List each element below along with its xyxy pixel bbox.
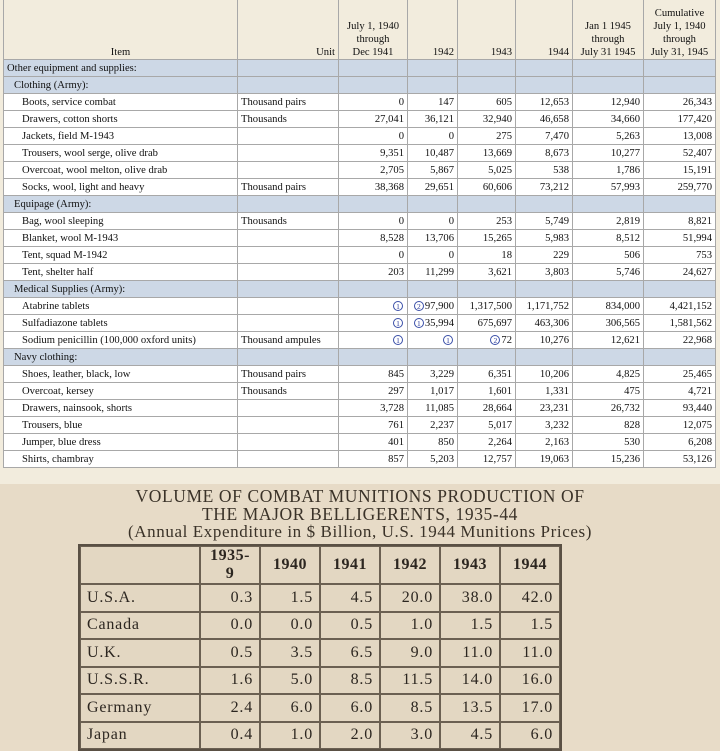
value-cell: 11,299 — [408, 264, 458, 281]
value-cell: 8,673 — [516, 145, 573, 162]
section-empty-cell — [644, 281, 716, 298]
header-c1: July 1, 1940 through Dec 1941 — [339, 0, 408, 60]
value-cell: 530 — [573, 434, 644, 451]
corner-cell — [80, 546, 200, 584]
value-cell: 147 — [408, 94, 458, 111]
section-row — [4, 77, 716, 94]
value-cell: 4,825 — [573, 366, 644, 383]
section-empty-cell — [238, 196, 339, 213]
header-item: Item — [4, 0, 238, 60]
section-empty-cell — [339, 281, 408, 298]
munitions-value: 2.0 — [320, 722, 380, 750]
value-cell: 3,728 — [339, 400, 408, 417]
value-cell: 1,017 — [408, 383, 458, 400]
footnote-link[interactable]: 1 — [414, 318, 424, 328]
footnote-link[interactable]: 1 — [393, 335, 403, 345]
unit-cell — [238, 400, 339, 417]
value-cell: 36,121 — [408, 111, 458, 128]
value-cell: 52,407 — [644, 145, 716, 162]
munitions-value: 2.4 — [200, 694, 260, 722]
munitions-value: 0.0 — [200, 612, 260, 640]
unit-cell — [238, 298, 339, 315]
value-cell: 26,732 — [573, 400, 644, 417]
munitions-value: 1.0 — [380, 612, 440, 640]
section-empty-cell — [238, 281, 339, 298]
unit-cell — [238, 451, 339, 468]
value-cell — [408, 298, 458, 315]
item-cell: Sodium penicillin (100,000 oxford units) — [4, 332, 238, 349]
table-row — [4, 332, 716, 349]
value-cell: 463,306 — [516, 315, 573, 332]
value-text: 97,900 — [424, 300, 454, 312]
value-cell: 0 — [339, 213, 408, 230]
item-cell: Boots, service combat — [4, 94, 238, 111]
value-cell: 11,085 — [408, 400, 458, 417]
footnote-link[interactable]: 1 — [443, 335, 453, 345]
country-cell: Germany — [80, 694, 200, 722]
year-header: 1943 — [440, 546, 500, 584]
value-text: 35,994 — [424, 317, 454, 329]
header-unit: Unit — [238, 0, 339, 60]
value-cell: 3,803 — [516, 264, 573, 281]
footnote-link[interactable]: 1 — [393, 318, 403, 328]
item-cell: Shoes, leather, black, low — [4, 366, 238, 383]
section-empty-cell — [339, 196, 408, 213]
table-row — [4, 145, 716, 162]
munitions-value: 3.0 — [380, 722, 440, 750]
munitions-value: 1.5 — [260, 584, 320, 612]
group-empty-cell — [408, 60, 458, 77]
munitions-value: 0.3 — [200, 584, 260, 612]
unit-cell: Thousand ampules — [238, 332, 339, 349]
value-cell: 5,867 — [408, 162, 458, 179]
value-cell: 5,749 — [516, 213, 573, 230]
value-cell: 5,263 — [573, 128, 644, 145]
group-title: Other equipment and supplies: — [4, 60, 238, 77]
munitions-value: 20.0 — [380, 584, 440, 612]
group-empty-cell — [238, 60, 339, 77]
item-cell: Blanket, wool M-1943 — [4, 230, 238, 247]
value-cell — [458, 332, 516, 349]
value-cell: 5,025 — [458, 162, 516, 179]
munitions-section — [0, 484, 720, 744]
munitions-row — [80, 667, 560, 695]
header-c2: 1942 — [408, 0, 458, 60]
section-empty-cell — [408, 281, 458, 298]
munitions-value: 1.5 — [440, 612, 500, 640]
value-cell: 857 — [339, 451, 408, 468]
munitions-value: 0.0 — [260, 612, 320, 640]
unit-cell — [238, 315, 339, 332]
value-cell: 675,697 — [458, 315, 516, 332]
value-cell: 38,368 — [339, 179, 408, 196]
table-row — [4, 383, 716, 400]
item-cell: Atabrine tablets — [4, 298, 238, 315]
munitions-title-line3: (Annual Expenditure in $ Billion, U.S. 1944 Munitions Prices) — [128, 522, 592, 541]
value-cell: 53,126 — [644, 451, 716, 468]
value-cell: 13,669 — [458, 145, 516, 162]
value-cell: 845 — [339, 366, 408, 383]
value-cell: 2,264 — [458, 434, 516, 451]
value-cell: 10,276 — [516, 332, 573, 349]
section-empty-cell — [644, 77, 716, 94]
value-cell: 2,237 — [408, 417, 458, 434]
value-cell: 6,208 — [644, 434, 716, 451]
value-cell: 1,317,500 — [458, 298, 516, 315]
value-cell: 8,528 — [339, 230, 408, 247]
section-empty-cell — [408, 196, 458, 213]
item-cell: Overcoat, wool melton, olive drab — [4, 162, 238, 179]
value-cell: 2,705 — [339, 162, 408, 179]
header-c6: Cumulative July 1, 1940 through July 31, 1945 — [644, 0, 716, 60]
section-title: Clothing (Army): — [4, 77, 238, 94]
value-cell: 3,232 — [516, 417, 573, 434]
item-cell: Drawers, nainsook, shorts — [4, 400, 238, 417]
munitions-value: 3.5 — [260, 639, 320, 667]
value-cell: 5,983 — [516, 230, 573, 247]
year-header: 1944 — [500, 546, 560, 584]
value-cell: 0 — [408, 128, 458, 145]
value-cell: 1,581,562 — [644, 315, 716, 332]
munitions-value: 8.5 — [380, 694, 440, 722]
munitions-value: 4.5 — [440, 722, 500, 750]
value-cell: 27,041 — [339, 111, 408, 128]
section-empty-cell — [408, 349, 458, 366]
value-cell: 1,171,752 — [516, 298, 573, 315]
munitions-value: 14.0 — [440, 667, 500, 695]
year-header: 1941 — [320, 546, 380, 584]
section-empty-cell — [458, 281, 516, 298]
value-cell: 12,621 — [573, 332, 644, 349]
value-cell: 46,658 — [516, 111, 573, 128]
value-cell: 29,651 — [408, 179, 458, 196]
value-cell: 203 — [339, 264, 408, 281]
table-row — [4, 315, 716, 332]
unit-cell — [238, 145, 339, 162]
table-row — [4, 434, 716, 451]
table-row — [4, 128, 716, 145]
value-cell: 229 — [516, 247, 573, 264]
section-empty-cell — [238, 349, 339, 366]
value-cell: 34,660 — [573, 111, 644, 128]
value-cell: 22,968 — [644, 332, 716, 349]
value-cell: 9,351 — [339, 145, 408, 162]
header-row — [4, 0, 716, 60]
item-cell: Bag, wool sleeping — [4, 213, 238, 230]
unit-cell: Thousand pairs — [238, 94, 339, 111]
section-empty-cell — [339, 349, 408, 366]
munitions-value: 4.5 — [320, 584, 380, 612]
munitions-value: 0.4 — [200, 722, 260, 750]
value-cell: 297 — [339, 383, 408, 400]
item-cell: Jackets, field M-1943 — [4, 128, 238, 145]
value-cell: 0 — [339, 247, 408, 264]
section-empty-cell — [516, 281, 573, 298]
unit-cell — [238, 162, 339, 179]
section-empty-cell — [573, 349, 644, 366]
value-cell: 753 — [644, 247, 716, 264]
value-cell: 57,993 — [573, 179, 644, 196]
munitions-value: 42.0 — [500, 584, 560, 612]
munitions-row — [80, 584, 560, 612]
munitions-value: 11.0 — [500, 639, 560, 667]
value-cell: 15,191 — [644, 162, 716, 179]
unit-cell — [238, 264, 339, 281]
munitions-title-line2: THE MAJOR BELLIGERENTS, 1935-44 — [201, 504, 519, 524]
value-cell: 259,770 — [644, 179, 716, 196]
group-empty-cell — [339, 60, 408, 77]
value-cell: 0 — [408, 247, 458, 264]
munitions-value: 9.0 — [380, 639, 440, 667]
value-cell: 24,627 — [644, 264, 716, 281]
section-row — [4, 196, 716, 213]
value-cell: 10,206 — [516, 366, 573, 383]
value-cell: 5,746 — [573, 264, 644, 281]
value-cell: 15,265 — [458, 230, 516, 247]
munitions-value: 6.0 — [260, 694, 320, 722]
section-empty-cell — [408, 77, 458, 94]
table-row — [4, 179, 716, 196]
value-cell: 26,343 — [644, 94, 716, 111]
value-cell: 19,063 — [516, 451, 573, 468]
section-empty-cell — [458, 349, 516, 366]
value-cell: 1,331 — [516, 383, 573, 400]
header-c5: Jan 1 1945 through July 31 1945 — [573, 0, 644, 60]
header-c3: 1943 — [458, 0, 516, 60]
table-row — [4, 111, 716, 128]
group-empty-cell — [644, 60, 716, 77]
item-cell: Trousers, blue — [4, 417, 238, 434]
item-cell: Socks, wool, light and heavy — [4, 179, 238, 196]
value-cell — [339, 298, 408, 315]
value-cell: 73,212 — [516, 179, 573, 196]
item-cell: Jumper, blue dress — [4, 434, 238, 451]
value-cell: 6,351 — [458, 366, 516, 383]
value-cell: 401 — [339, 434, 408, 451]
section-empty-cell — [644, 196, 716, 213]
value-cell: 850 — [408, 434, 458, 451]
value-cell: 13,008 — [644, 128, 716, 145]
item-cell: Tent, squad M-1942 — [4, 247, 238, 264]
item-cell: Shirts, chambray — [4, 451, 238, 468]
value-cell: 3,621 — [458, 264, 516, 281]
table-row — [4, 162, 716, 179]
section-title: Medical Supplies (Army): — [4, 281, 238, 298]
munitions-value: 6.0 — [320, 694, 380, 722]
section-empty-cell — [516, 77, 573, 94]
unit-cell: Thousands — [238, 383, 339, 400]
section-row — [4, 349, 716, 366]
value-cell: 5,203 — [408, 451, 458, 468]
value-cell: 275 — [458, 128, 516, 145]
munitions-value: 16.0 — [500, 667, 560, 695]
country-cell: Canada — [80, 612, 200, 640]
unit-cell: Thousand pairs — [238, 179, 339, 196]
munitions-row — [80, 612, 560, 640]
value-cell: 0 — [339, 128, 408, 145]
value-cell: 32,940 — [458, 111, 516, 128]
value-cell: 2,163 — [516, 434, 573, 451]
unit-cell — [238, 128, 339, 145]
munitions-value: 5.0 — [260, 667, 320, 695]
section-title: Equipage (Army): — [4, 196, 238, 213]
value-cell: 0 — [339, 94, 408, 111]
value-cell: 1,786 — [573, 162, 644, 179]
value-cell: 4,421,152 — [644, 298, 716, 315]
value-cell — [408, 332, 458, 349]
value-cell: 605 — [458, 94, 516, 111]
group-row — [4, 60, 716, 77]
item-cell: Overcoat, kersey — [4, 383, 238, 400]
value-cell: 4,721 — [644, 383, 716, 400]
section-empty-cell — [516, 196, 573, 213]
table-row — [4, 94, 716, 111]
munitions-table — [78, 544, 562, 751]
value-cell: 15,236 — [573, 451, 644, 468]
year-header: 1935-9 — [200, 546, 260, 584]
value-cell: 7,470 — [516, 128, 573, 145]
table-row — [4, 366, 716, 383]
value-cell: 475 — [573, 383, 644, 400]
table-row — [4, 298, 716, 315]
section-empty-cell — [458, 196, 516, 213]
item-cell: Tent, shelter half — [4, 264, 238, 281]
munitions-value: 13.5 — [440, 694, 500, 722]
value-cell: 18 — [458, 247, 516, 264]
value-cell — [339, 315, 408, 332]
section-empty-cell — [458, 77, 516, 94]
group-empty-cell — [458, 60, 516, 77]
production-table — [3, 0, 716, 468]
value-cell: 253 — [458, 213, 516, 230]
value-cell — [339, 332, 408, 349]
value-cell — [408, 315, 458, 332]
munitions-header-row — [80, 546, 560, 584]
munitions-value: 6.0 — [500, 722, 560, 750]
footnote-link[interactable]: 2 — [490, 335, 500, 345]
unit-cell: Thousands — [238, 213, 339, 230]
footnote-link[interactable]: 2 — [414, 301, 424, 311]
footnote-link[interactable]: 1 — [393, 301, 403, 311]
value-cell: 8,512 — [573, 230, 644, 247]
table-row — [4, 264, 716, 281]
munitions-value: 17.0 — [500, 694, 560, 722]
munitions-row — [80, 639, 560, 667]
section-empty-cell — [573, 77, 644, 94]
munitions-value: 11.0 — [440, 639, 500, 667]
value-cell: 51,994 — [644, 230, 716, 247]
value-cell: 0 — [408, 213, 458, 230]
table-row — [4, 417, 716, 434]
value-cell: 306,565 — [573, 315, 644, 332]
value-cell: 1,601 — [458, 383, 516, 400]
unit-cell: Thousand pairs — [238, 366, 339, 383]
munitions-row — [80, 722, 560, 750]
value-cell: 12,075 — [644, 417, 716, 434]
section-empty-cell — [238, 77, 339, 94]
unit-cell — [238, 417, 339, 434]
munitions-value: 6.5 — [320, 639, 380, 667]
munitions-value: 8.5 — [320, 667, 380, 695]
value-cell: 60,606 — [458, 179, 516, 196]
table-row — [4, 400, 716, 417]
value-cell: 28,664 — [458, 400, 516, 417]
munitions-value: 1.6 — [200, 667, 260, 695]
unit-cell: Thousands — [238, 111, 339, 128]
munitions-value: 0.5 — [320, 612, 380, 640]
value-cell: 828 — [573, 417, 644, 434]
value-cell: 8,821 — [644, 213, 716, 230]
country-cell: U.S.S.R. — [80, 667, 200, 695]
country-cell: Japan — [80, 722, 200, 750]
section-empty-cell — [573, 281, 644, 298]
section-empty-cell — [644, 349, 716, 366]
value-cell: 12,757 — [458, 451, 516, 468]
table-row — [4, 230, 716, 247]
section-title: Navy clothing: — [4, 349, 238, 366]
value-cell: 10,487 — [408, 145, 458, 162]
value-cell: 177,420 — [644, 111, 716, 128]
munitions-value: 11.5 — [380, 667, 440, 695]
value-cell: 93,440 — [644, 400, 716, 417]
country-cell: U.S.A. — [80, 584, 200, 612]
section-empty-cell — [339, 77, 408, 94]
munitions-value: 38.0 — [440, 584, 500, 612]
value-cell: 834,000 — [573, 298, 644, 315]
value-cell: 12,653 — [516, 94, 573, 111]
year-header: 1940 — [260, 546, 320, 584]
munitions-value: 0.5 — [200, 639, 260, 667]
value-cell: 25,465 — [644, 366, 716, 383]
group-empty-cell — [516, 60, 573, 77]
item-cell: Trousers, wool serge, olive drab — [4, 145, 238, 162]
value-cell: 5,017 — [458, 417, 516, 434]
header-c4: 1944 — [516, 0, 573, 60]
munitions-row — [80, 694, 560, 722]
table-row — [4, 451, 716, 468]
section-row — [4, 281, 716, 298]
value-cell: 2,819 — [573, 213, 644, 230]
value-cell: 12,940 — [573, 94, 644, 111]
value-text: 72 — [501, 334, 512, 346]
unit-cell — [238, 434, 339, 451]
munitions-value: 1.0 — [260, 722, 320, 750]
section-empty-cell — [516, 349, 573, 366]
munitions-title-line1: VOLUME OF COMBAT MUNITIONS PRODUCTION OF — [135, 486, 585, 506]
munitions-value: 1.5 — [500, 612, 560, 640]
value-cell: 506 — [573, 247, 644, 264]
table-row — [4, 247, 716, 264]
value-cell: 13,706 — [408, 230, 458, 247]
unit-cell — [238, 230, 339, 247]
value-cell: 538 — [516, 162, 573, 179]
item-cell: Drawers, cotton shorts — [4, 111, 238, 128]
value-cell: 23,231 — [516, 400, 573, 417]
group-empty-cell — [573, 60, 644, 77]
item-cell: Sulfadiazone tablets — [4, 315, 238, 332]
unit-cell — [238, 247, 339, 264]
table-row — [4, 213, 716, 230]
section-empty-cell — [573, 196, 644, 213]
value-cell: 3,229 — [408, 366, 458, 383]
value-cell: 10,277 — [573, 145, 644, 162]
year-header: 1942 — [380, 546, 440, 584]
value-cell: 761 — [339, 417, 408, 434]
country-cell: U.K. — [80, 639, 200, 667]
